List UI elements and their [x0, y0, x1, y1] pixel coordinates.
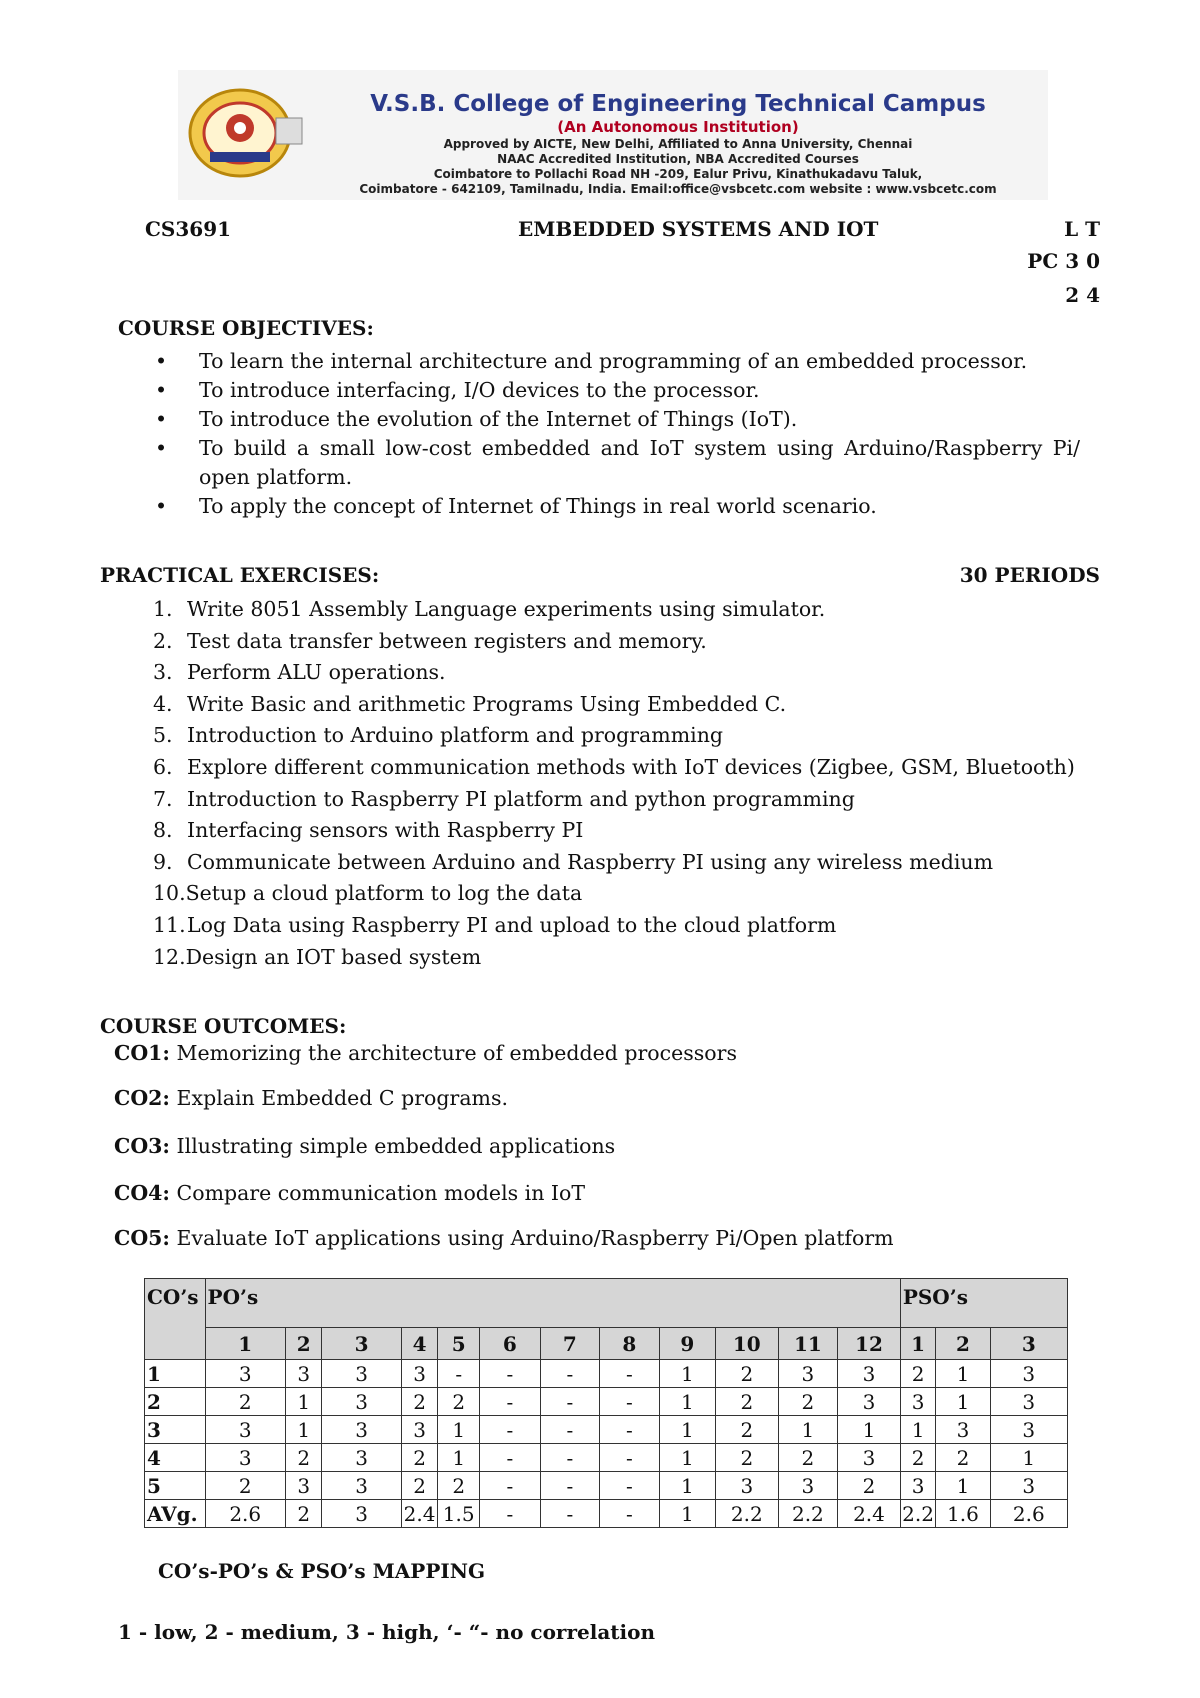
- table-row: [145, 1416, 1068, 1444]
- outcome-key: CO5:: [114, 1226, 171, 1250]
- objective-item: • To introduce interfacing, I/O devices to the processor.: [155, 376, 1080, 405]
- table-cell: 3: [900, 1388, 935, 1416]
- table-cell: 3: [838, 1444, 901, 1472]
- table-cell: 3: [322, 1388, 401, 1416]
- table-cell: 2: [716, 1388, 779, 1416]
- table-cell: 3: [778, 1360, 838, 1388]
- table-cell: 2: [401, 1472, 438, 1500]
- table-cell: 3: [990, 1472, 1067, 1500]
- exercise-number: 2.: [153, 628, 173, 653]
- outcome-text: Memorizing the architecture of embedded processors: [176, 1041, 737, 1065]
- exercise-item: [153, 784, 1083, 816]
- row-label: AVg.: [145, 1500, 206, 1528]
- column-header: 8: [600, 1328, 660, 1360]
- table-cell: 2: [285, 1500, 322, 1528]
- table-cell: 3: [205, 1416, 285, 1444]
- table-cell: 3: [205, 1444, 285, 1472]
- table-cell: 1.5: [438, 1500, 480, 1528]
- column-header: 2: [285, 1328, 322, 1360]
- column-header: 1: [900, 1328, 935, 1360]
- table-cell: -: [600, 1360, 660, 1388]
- exercise-item: [153, 942, 1083, 974]
- exercise-item: [153, 657, 1083, 689]
- column-header: 12: [838, 1328, 901, 1360]
- table-cell: 2: [900, 1360, 935, 1388]
- table-cell: 1: [659, 1444, 715, 1472]
- table-cell: 1: [659, 1472, 715, 1500]
- college-line-4: Coimbatore - 642109, Tamilnadu, India. Email:office@vsbcetc.com website : www.vsbcetc.com: [359, 182, 997, 196]
- correlation-legend: 1 - low, 2 - medium, 3 - high, ‘- “- no correlation: [118, 1620, 655, 1644]
- college-name: V.S.B. College of Engineering Technical Campus: [370, 91, 986, 117]
- table-cell: -: [480, 1360, 541, 1388]
- table-cell: 1: [838, 1416, 901, 1444]
- table-cell: -: [540, 1416, 600, 1444]
- table-cell: -: [600, 1444, 660, 1472]
- table-cell: -: [540, 1444, 600, 1472]
- table-cell: -: [540, 1500, 600, 1528]
- table-cell: -: [480, 1388, 541, 1416]
- table-cell: 1: [659, 1388, 715, 1416]
- table-cell: -: [540, 1360, 600, 1388]
- table-cell: 1: [778, 1416, 838, 1444]
- table-cell: 3: [936, 1416, 990, 1444]
- outcome-item: [114, 1226, 894, 1250]
- exercise-item: [153, 689, 1083, 721]
- exercise-number: 11.: [153, 912, 186, 937]
- outcome-key: CO2:: [114, 1086, 171, 1110]
- table-cell: -: [600, 1500, 660, 1528]
- table-cell: -: [480, 1416, 541, 1444]
- table-header-row: [145, 1279, 1068, 1328]
- exercise-number: 9.: [153, 849, 173, 874]
- table-cell: 3: [322, 1444, 401, 1472]
- table-cell: 1: [285, 1388, 322, 1416]
- practical-periods: 30 PERIODS: [959, 563, 1100, 587]
- college-info: [318, 90, 1038, 197]
- table-cell: 2: [438, 1472, 480, 1500]
- exercise-number: 6.: [153, 754, 173, 779]
- table-cell: 2: [778, 1444, 838, 1472]
- table-cell: 3: [838, 1388, 901, 1416]
- table-cell: 2.4: [401, 1500, 438, 1528]
- row-label: 4: [145, 1444, 206, 1472]
- table-cell: 2: [438, 1388, 480, 1416]
- exercise-text: Introduction to Arduino platform and programming: [187, 723, 724, 748]
- column-header: 3: [990, 1328, 1067, 1360]
- exercise-list: [153, 594, 1083, 973]
- table-cell: 2.2: [902, 1501, 934, 1526]
- exercise-number: 3.: [153, 660, 173, 685]
- table-cell: 1: [438, 1444, 480, 1472]
- ltp-row-3: 2 4: [1065, 283, 1100, 307]
- table-cell: 2: [838, 1472, 901, 1500]
- table-cell: 2: [716, 1444, 779, 1472]
- header-pos: PO’s: [205, 1279, 900, 1328]
- outcome-text: Explain Embedded C programs.: [176, 1086, 509, 1110]
- table-cell: 2.2: [778, 1500, 838, 1528]
- objectives-heading: COURSE OBJECTIVES:: [118, 316, 374, 340]
- column-header: 1: [205, 1328, 285, 1360]
- exercise-text: Log Data using Raspberry PI and upload to the cloud platform: [187, 912, 837, 937]
- table-cell: 1: [990, 1444, 1067, 1472]
- column-header: 5: [438, 1328, 480, 1360]
- table-cell: 3: [285, 1472, 322, 1500]
- table-cell: 3: [838, 1360, 901, 1388]
- table-cell: 1: [659, 1500, 715, 1528]
- exercise-text: Write 8051 Assembly Language experiments using simulator.: [187, 597, 826, 621]
- exercise-text: Setup a cloud platform to log the data: [185, 881, 583, 906]
- table-row: [145, 1444, 1068, 1472]
- exercise-text: Perform ALU operations.: [187, 660, 446, 685]
- exercise-number: 4.: [153, 691, 173, 716]
- exercise-number: 1.: [153, 597, 173, 621]
- outcome-item: [114, 1181, 585, 1205]
- objective-item: • To build a small low-cost embedded and IoT system using Arduino/Raspberry Pi/ open platform.: [155, 434, 1080, 492]
- outcome-item: [114, 1041, 737, 1065]
- objective-item: • To learn the internal architecture and programming of an embedded processor.: [155, 347, 1080, 376]
- table-cell: 1: [936, 1472, 990, 1500]
- outcome-item: [114, 1134, 615, 1158]
- outcome-text: Illustrating simple embedded applications: [176, 1134, 616, 1158]
- header-psos: PSO’s: [900, 1279, 1067, 1328]
- table-cell: 2: [401, 1388, 438, 1416]
- objective-item: • To introduce the evolution of the Internet of Things (IoT).: [155, 405, 1080, 434]
- table-cell: 2: [778, 1388, 838, 1416]
- table-cell: -: [480, 1444, 541, 1472]
- table-cell: 3: [322, 1500, 401, 1528]
- college-seal-logo: [188, 88, 306, 178]
- exercise-text: Design an IOT based system: [185, 944, 482, 969]
- table-cell: -: [600, 1472, 660, 1500]
- table-cell: 3: [401, 1416, 438, 1444]
- college-line-1: Approved by AICTE, New Delhi, Affiliated to Anna University, Chennai: [443, 137, 913, 151]
- table-cell: -: [438, 1360, 480, 1388]
- outcomes-heading: COURSE OUTCOMES:: [100, 1014, 347, 1038]
- table-cell: 3: [322, 1472, 401, 1500]
- outcome-item: [114, 1086, 508, 1110]
- table-cell: 1: [936, 1360, 990, 1388]
- column-header: 4: [401, 1328, 438, 1360]
- row-label: 3: [145, 1416, 206, 1444]
- ltp-row-1: L T: [1064, 217, 1100, 241]
- exercise-number: 8.: [153, 818, 173, 843]
- table-cell: 2: [205, 1472, 285, 1500]
- table-cell: 1: [285, 1416, 322, 1444]
- table-cell: 3: [401, 1360, 438, 1388]
- table-cell: 2.2: [716, 1500, 779, 1528]
- outcome-key: CO4:: [114, 1181, 171, 1205]
- table-cell: 2: [716, 1360, 779, 1388]
- ltp-row-2: PC 3 0: [1027, 249, 1100, 273]
- column-header: 10: [716, 1328, 779, 1360]
- table-cell: 3: [205, 1360, 285, 1388]
- table-cell: 3: [322, 1360, 401, 1388]
- header-cos: CO’s: [145, 1279, 206, 1360]
- table-cell: 3: [285, 1360, 322, 1388]
- exercise-text: Test data transfer between registers and memory.: [187, 628, 707, 653]
- table-cell: 2: [716, 1416, 779, 1444]
- exercise-item: [153, 752, 1083, 784]
- row-label: 2: [145, 1388, 206, 1416]
- table-cell: 2: [285, 1444, 322, 1472]
- table-column-numbers: [145, 1328, 1068, 1360]
- column-header: 2: [936, 1328, 990, 1360]
- table-cell: 1: [438, 1416, 480, 1444]
- table-row: [145, 1472, 1068, 1500]
- mapping-caption: CO’s-PO’s & PSO’s MAPPING: [158, 1559, 486, 1583]
- table-cell: 2: [936, 1444, 990, 1472]
- column-header: 6: [480, 1328, 541, 1360]
- course-title: EMBEDDED SYSTEMS AND IOT: [518, 217, 879, 241]
- row-label: 1: [145, 1360, 206, 1388]
- practical-heading: PRACTICAL EXERCISES:: [100, 563, 380, 587]
- outcome-text: Compare communication models in IoT: [176, 1181, 586, 1205]
- table-cell: 1: [659, 1416, 715, 1444]
- exercise-item: [153, 847, 1083, 879]
- outcome-key: CO3:: [114, 1134, 171, 1158]
- table-cell: -: [480, 1472, 541, 1500]
- exercise-number: 12.: [153, 944, 186, 969]
- table-cell: 3: [990, 1388, 1067, 1416]
- table-row: [145, 1500, 1068, 1528]
- exercise-text: Explore different communication methods with IoT devices (Zigbee, GSM, Bluetooth): [187, 754, 1075, 779]
- exercise-number: 10.: [153, 881, 186, 906]
- table-cell: 3: [990, 1360, 1067, 1388]
- exercise-item: [153, 626, 1083, 658]
- table-cell: 3: [778, 1472, 838, 1500]
- table-cell: -: [540, 1388, 600, 1416]
- table-cell: 3: [716, 1472, 779, 1500]
- column-header: 7: [540, 1328, 600, 1360]
- exercise-text: Interfacing sensors with Raspberry PI: [187, 818, 584, 843]
- table-cell: -: [480, 1500, 541, 1528]
- objectives-list: [155, 347, 1080, 521]
- co-po-mapping-table: [144, 1278, 1068, 1528]
- exercise-number: 7.: [153, 786, 173, 811]
- college-line-2: NAAC Accredited Institution, NBA Accredited Courses: [497, 152, 859, 166]
- table-row: [145, 1360, 1068, 1388]
- column-header: 3: [322, 1328, 401, 1360]
- table-cell: 1: [936, 1388, 990, 1416]
- row-label: 5: [145, 1472, 206, 1500]
- exercise-item: [153, 594, 1083, 626]
- table-cell: 3: [322, 1416, 401, 1444]
- table-cell: -: [600, 1388, 660, 1416]
- table-cell: 2: [401, 1444, 438, 1472]
- autonomous-tag: (An Autonomous Institution): [557, 118, 799, 136]
- course-code: CS3691: [145, 217, 232, 241]
- outcome-text: Evaluate IoT applications using Arduino/Raspberry Pi/Open platform: [176, 1226, 894, 1250]
- exercise-text: Write Basic and arithmetic Programs Using Embedded C.: [187, 691, 787, 716]
- table-cell: -: [540, 1472, 600, 1500]
- column-header: 11: [778, 1328, 838, 1360]
- exercise-number: 5.: [153, 723, 173, 748]
- table-cell: 1.6: [936, 1500, 990, 1528]
- table-cell: 1: [900, 1416, 935, 1444]
- table-row: [145, 1388, 1068, 1416]
- table-cell: 2: [205, 1388, 285, 1416]
- table-cell: -: [600, 1416, 660, 1444]
- exercise-item: [153, 910, 1083, 942]
- table-cell: 2.6: [205, 1500, 285, 1528]
- table-cell: 3: [900, 1472, 935, 1500]
- table-cell: 2.6: [990, 1500, 1067, 1528]
- exercise-item: [153, 720, 1083, 752]
- outcome-key: CO1:: [114, 1041, 171, 1065]
- exercise-item: [153, 815, 1083, 847]
- exercise-item: [153, 878, 1083, 910]
- column-header: 9: [659, 1328, 715, 1360]
- table-cell: 2: [900, 1444, 935, 1472]
- table-cell: 2.4: [838, 1500, 901, 1528]
- exercise-text: Introduction to Raspberry PI platform and python programming: [187, 786, 855, 811]
- table-cell: 1: [659, 1360, 715, 1388]
- table-cell: 3: [990, 1416, 1067, 1444]
- objective-item: • To apply the concept of Internet of Things in real world scenario.: [155, 492, 1080, 521]
- college-line-3: Coimbatore to Pollachi Road NH -209, Ealur Privu, Kinathukadavu Taluk,: [433, 167, 923, 181]
- exercise-text: Communicate between Arduino and Raspberry PI using any wireless medium: [187, 849, 994, 874]
